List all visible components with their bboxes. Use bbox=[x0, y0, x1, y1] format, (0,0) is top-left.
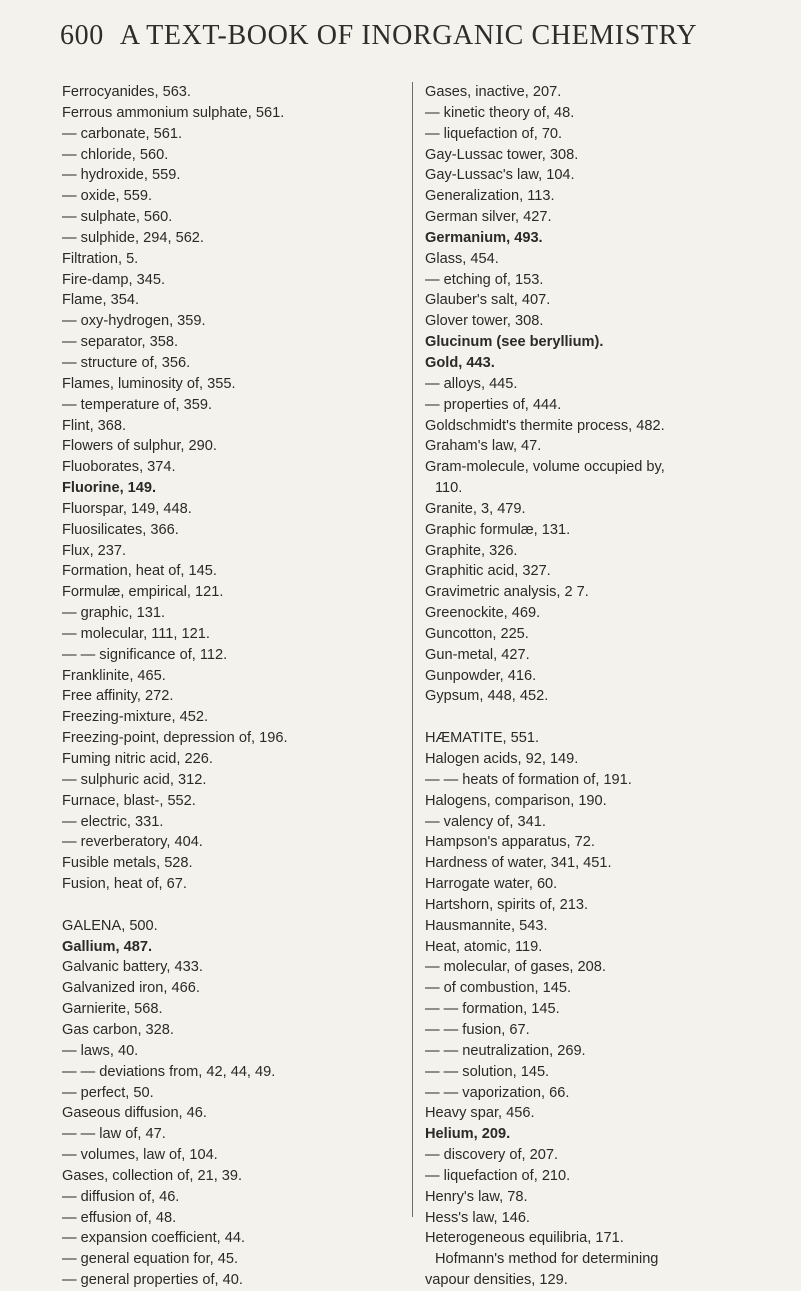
index-entry: Goldschmidt's thermite process, 482. bbox=[425, 417, 665, 434]
index-entry: Fluoborates, 374. bbox=[62, 459, 176, 476]
index-entry: — temperature of, 359. bbox=[62, 396, 213, 413]
index-entry: Gay-Lussac's law, 104. bbox=[425, 167, 575, 184]
index-entry: — — vaporization, 66. bbox=[425, 1084, 570, 1101]
index-entry: — separator, 358. bbox=[62, 334, 179, 351]
index-entry: — liquefaction of, 70. bbox=[425, 125, 563, 142]
index-entry: — — solution, 145. bbox=[425, 1063, 550, 1080]
page-number: 600 bbox=[60, 20, 104, 51]
index-entry: Filtration, 5. bbox=[62, 250, 139, 267]
index-entry: — discovery of, 207. bbox=[425, 1147, 559, 1164]
index-entry: Hardness of water, 341, 451. bbox=[425, 855, 612, 872]
index-entry: Hofmann's method for determining bbox=[435, 1251, 659, 1268]
index-entry: 110. bbox=[435, 480, 463, 497]
index-entry: — effusion of, 48. bbox=[62, 1209, 177, 1226]
index-entry: Glauber's salt, 407. bbox=[425, 292, 551, 309]
index-entry: Freezing-point, depression of, 196. bbox=[62, 730, 288, 747]
index-entry: Ferrocyanides, 563. bbox=[62, 84, 191, 100]
index-entry: — structure of, 356. bbox=[62, 354, 191, 371]
index-entry: — volumes, law of, 104. bbox=[62, 1147, 218, 1164]
index-entry: Garnierite, 568. bbox=[62, 1001, 163, 1018]
index-entry: Galvanized iron, 466. bbox=[62, 980, 200, 997]
index-entry: — graphic, 131. bbox=[62, 605, 166, 622]
index-entry: Galvanic battery, 433. bbox=[62, 959, 203, 976]
index-entry: — carbonate, 561. bbox=[62, 125, 183, 142]
index-entry: Halogen acids, 92, 149. bbox=[425, 751, 579, 767]
index-entry: — liquefaction of, 210. bbox=[425, 1167, 571, 1184]
index-entry: — — formation, 145. bbox=[425, 1001, 560, 1018]
index-entry: GALENA, 500. bbox=[62, 917, 158, 934]
index-entry: Fluorspar, 149, 448. bbox=[62, 500, 192, 517]
index-entry: — sulphide, 294, 562. bbox=[62, 229, 204, 246]
index-entry: Gallium, 487. bbox=[62, 938, 153, 955]
running-header bbox=[60, 20, 791, 52]
index-entry: Fluosilicates, 366. bbox=[62, 521, 179, 538]
index-entry: — expansion coefficient, 44. bbox=[62, 1230, 246, 1247]
column-divider bbox=[412, 82, 413, 1217]
index-entry: Generalization, 113. bbox=[425, 188, 555, 205]
index-entry: Heat, atomic, 119. bbox=[425, 938, 543, 955]
index-entry: Franklinite, 465. bbox=[62, 667, 166, 684]
index-entry: Gun-metal, 427. bbox=[425, 646, 530, 663]
index-entry: — valency of, 341. bbox=[425, 813, 546, 830]
index-entry: — — heats of formation of, 191. bbox=[425, 771, 632, 788]
index-entry: Gay-Lussac tower, 308. bbox=[425, 146, 579, 163]
index-entry: vapour densities, 129. bbox=[425, 1272, 568, 1289]
index-entry: Guncotton, 225. bbox=[425, 625, 529, 642]
index-entry: — general properties of, 40. bbox=[62, 1272, 243, 1289]
index-entry: Graham's law, 47. bbox=[425, 438, 542, 455]
index-entry: Harrogate water, 60. bbox=[425, 876, 558, 893]
index-entry: — — deviations from, 42, 44, 49. bbox=[62, 1063, 276, 1080]
index-entry: Graphite, 326. bbox=[425, 542, 518, 559]
index-entry: Granite, 3, 479. bbox=[425, 500, 526, 517]
index-entry: Free affinity, 272. bbox=[62, 688, 174, 705]
index-entry: Germanium, 493. bbox=[425, 229, 543, 246]
index-entry: Flint, 368. bbox=[62, 417, 127, 434]
index-entry: — hydroxide, 559. bbox=[62, 167, 181, 184]
index-entry: — — law of, 47. bbox=[62, 1126, 166, 1143]
index-entry: Fluorine, 149. bbox=[62, 480, 157, 497]
index-entry: Gases, inactive, 207. bbox=[425, 84, 562, 100]
index-entry: Freezing-mixture, 452. bbox=[62, 709, 208, 726]
index-entry: — molecular, of gases, 208. bbox=[425, 959, 606, 976]
index-entry: Hartshorn, spirits of, 213. bbox=[425, 896, 589, 913]
index-entry: Graphic formulæ, 131. bbox=[425, 521, 571, 538]
section-gap bbox=[425, 707, 795, 728]
index-column-right bbox=[425, 82, 795, 1291]
index-entry: — etching of, 153. bbox=[425, 271, 544, 288]
index-entry: Gram-molecule, volume occupied by, bbox=[425, 459, 665, 476]
index-entry: Fuming nitric acid, 226. bbox=[62, 751, 213, 767]
index-entry: Gunpowder, 416. bbox=[425, 667, 537, 684]
index-entry: — — neutralization, 269. bbox=[425, 1042, 586, 1059]
index-column-left bbox=[62, 82, 402, 1291]
index-entry: Ferrous ammonium sulphate, 561. bbox=[62, 104, 285, 121]
index-entry: — laws, 40. bbox=[62, 1042, 139, 1059]
index-entry: Formation, heat of, 145. bbox=[62, 563, 217, 580]
index-entry: Fusible metals, 528. bbox=[62, 855, 193, 872]
index-entry: Gypsum, 448, 452. bbox=[425, 688, 549, 705]
index-entry: Halogens, comparison, 190. bbox=[425, 792, 607, 809]
index-entry: Greenockite, 469. bbox=[425, 605, 541, 622]
index-entry: — molecular, 111, 121. bbox=[62, 625, 210, 642]
index-entry: Gas carbon, 328. bbox=[62, 1021, 174, 1038]
index-entry: Hess's law, 146. bbox=[425, 1209, 530, 1226]
index-entry: — electric, 331. bbox=[62, 813, 164, 830]
index-entry: — of combustion, 145. bbox=[425, 980, 572, 997]
index-entry: — sulphuric acid, 312. bbox=[62, 771, 207, 788]
index-entry: — — significance of, 112. bbox=[62, 646, 228, 663]
index-entry: Glucinum (see beryllium). bbox=[425, 334, 604, 351]
index-entry: — perfect, 50. bbox=[62, 1084, 154, 1101]
index-entry: Heterogeneous equilibria, 171. bbox=[425, 1230, 624, 1247]
index-entry: Flowers of sulphur, 290. bbox=[62, 438, 217, 455]
index-entry: Flames, luminosity of, 355. bbox=[62, 375, 236, 392]
index-entry: Gaseous diffusion, 46. bbox=[62, 1105, 207, 1122]
index-entry: — reverberatory, 404. bbox=[62, 834, 203, 851]
index-entry: Glover tower, 308. bbox=[425, 313, 544, 330]
index-entry: — chloride, 560. bbox=[62, 146, 169, 163]
index-entry: Formulæ, empirical, 121. bbox=[62, 584, 224, 601]
index-entry: German silver, 427. bbox=[425, 209, 552, 226]
index-entry: — oxide, 559. bbox=[62, 188, 153, 205]
index-entry: Gravimetric analysis, 2 7. bbox=[425, 584, 589, 601]
index-entry: — alloys, 445. bbox=[425, 375, 518, 392]
book-title: A TEXT-BOOK OF INORGANIC CHEMISTRY bbox=[119, 20, 698, 51]
index-entry: HÆMATITE, 551. bbox=[425, 730, 540, 747]
index-entry: Gold, 443. bbox=[425, 354, 495, 371]
index-entry: — oxy-hydrogen, 359. bbox=[62, 313, 206, 330]
index-entry: Graphitic acid, 327. bbox=[425, 563, 551, 580]
index-entry: — general equation for, 45. bbox=[62, 1251, 239, 1268]
index-entry: Fire-damp, 345. bbox=[62, 271, 166, 288]
index-entry: Furnace, blast-, 552. bbox=[62, 792, 196, 809]
index-entry: — kinetic theory of, 48. bbox=[425, 104, 575, 121]
index-entry: — properties of, 444. bbox=[425, 396, 562, 413]
index-entry: Flux, 237. bbox=[62, 542, 127, 559]
index-entry: Helium, 209. bbox=[425, 1126, 511, 1143]
index-entry: — sulphate, 560. bbox=[62, 209, 173, 226]
index-entry: — — fusion, 67. bbox=[425, 1021, 530, 1038]
index-entry: Heavy spar, 456. bbox=[425, 1105, 535, 1122]
index-entry: Hampson's apparatus, 72. bbox=[425, 834, 595, 851]
index-entry: Fusion, heat of, 67. bbox=[62, 876, 187, 893]
index-entry: — diffusion of, 46. bbox=[62, 1188, 180, 1205]
index-entry: Flame, 354. bbox=[62, 292, 140, 309]
index-entry: Henry's law, 78. bbox=[425, 1188, 528, 1205]
section-gap bbox=[62, 895, 402, 916]
index-entry: Gases, collection of, 21, 39. bbox=[62, 1167, 243, 1184]
index-entry: Hausmannite, 543. bbox=[425, 917, 548, 934]
index-entry: Glass, 454. bbox=[425, 250, 499, 267]
